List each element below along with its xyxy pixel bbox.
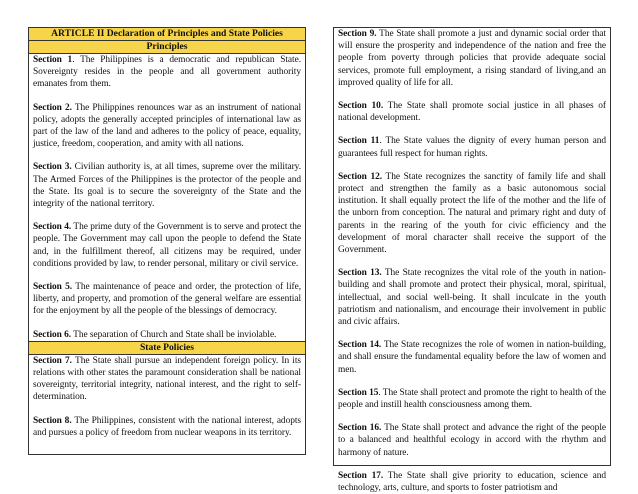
section-label: Section 4.	[33, 222, 72, 233]
section-text: The State recognizes the vital role of the youth in nation-building and shall promote and protect their physical, moral, spiritual, intellectual, and social well-being. It shall inculcate in the youth patriotism and nationalism, and encourage their involvement in public and civic affairs.	[338, 268, 607, 328]
section-label: Section 13.	[338, 268, 382, 279]
section-text: The State shall give priority to education, science and technology, arts, culture, and sports to foster patriotism and	[338, 470, 606, 494]
section-text: . The State shall protect and promote the right to health of the people and instill health consciousness among them.	[338, 387, 606, 411]
section-12	[334, 171, 610, 256]
section-4	[29, 221, 305, 270]
section-15	[334, 387, 610, 411]
section-label: Section 2.	[33, 102, 72, 113]
section-8	[29, 415, 305, 439]
section-text: The State shall promote social justice in all phases of national development.	[338, 101, 607, 124]
section-text: . The State values the dignity of every human person and guarantees full respect for human rights.	[338, 136, 606, 159]
section-text: The Philippines renounces war as an instrument of national policy, adopts the generally accepted principles of international law as part of the law of the land and adheres to the policy of peace, equality, justice, freedom, cooperation, and amity with all nations.	[33, 102, 301, 150]
section-label: Section 17.	[338, 470, 384, 481]
section-7	[29, 355, 305, 404]
section-1	[29, 54, 305, 91]
section-text: The separation of Church and State shall be inviolable.	[71, 329, 277, 340]
section-9	[334, 28, 610, 89]
section-5	[29, 281, 305, 318]
section-label: Section 7.	[33, 355, 72, 366]
section-label: Section 6.	[33, 329, 72, 340]
section-10	[334, 100, 610, 124]
section-text: The State shall promote a just and dynamic social order that will ensure the prosperity and independence of the nation and free the people from poverty through policies that provide adequate social services, promote full employment, a rising standard of living,and an improved quality of life for all.	[338, 29, 606, 88]
section-label: Section 5.	[33, 282, 73, 293]
section-text: . The Philippines is a democratic and republican State. Sovereignty resides in the people and all government authority emanates from them.	[33, 55, 301, 90]
section-6	[29, 329, 305, 341]
section-label: Section 11	[338, 136, 380, 147]
article-title: ARTICLE II Declaration of Principles and State Policies	[29, 28, 305, 41]
section-text: The Philippines, consistent with the national interest, adopts and pursues a policy of freedom from nuclear weapons in its territory.	[33, 415, 301, 438]
section-11	[334, 135, 610, 159]
right-column	[333, 27, 611, 494]
section-label: Section 1	[33, 55, 73, 65]
section-13	[334, 267, 610, 328]
section-label: Section 10.	[338, 101, 384, 112]
section-text: The maintenance of peace and order, the protection of life, liberty, and property, and promotion of the general welfare are essential for the enjoyment by all the people of the blessings of democracy.	[33, 282, 301, 317]
left-column	[28, 27, 306, 455]
section-17	[334, 470, 610, 494]
section-3	[29, 161, 305, 210]
section-label: Section 14.	[338, 340, 382, 351]
section-label: Section 12.	[338, 171, 383, 182]
section-label: Section 15	[338, 387, 379, 398]
section-label: Section 8.	[33, 415, 72, 426]
principles-header: Principles	[29, 41, 305, 54]
section-label: Section 16.	[338, 423, 382, 434]
section-text: Civilian authority is, at all times, supreme over the military. The Armed Forces of the Philippines is the protector of the people and the State. Its goal is to secure the sovereignty of the State and the integrity of the national territory.	[33, 162, 302, 210]
section-label: Section 9.	[338, 29, 377, 39]
section-text: The State shall pursue an independent foreign policy. In its relations with other states the paramount consideration shall be national sovereignty, territorial integrity, national interest, and the right to self- determination.	[33, 355, 301, 403]
section-2	[29, 102, 305, 151]
section-text: The prime duty of the Government is to serve and protect the people. The Government may call upon the people to defend the State and, in the fulfillment thereof, all citizens may be required, under conditions provided by law, to render personal, military or civil service.	[33, 222, 301, 269]
section-14	[334, 339, 610, 376]
section-text: The State recognizes the role of women in nation-building, and shall ensure the fundamental equality before the law of women and men.	[338, 340, 606, 375]
section-text: The State recognizes the sanctity of family life and shall protect and strengthen the family as a basic autonomous social institution. It shall equally protect the life of the mother and the life of the unborn from conception. The natural and primary right and duty of parents in the rearing of the youth for civic efficiency and the development of moral character shall receive the support of the Government.	[338, 171, 606, 256]
state-policies-header: State Policies	[29, 341, 305, 355]
section-text: The State shall protect and advance the right of the people to a balanced and healthful ecology in accord with the rhythm and harmony of nature.	[338, 423, 606, 458]
section-label: Section 3.	[33, 162, 72, 173]
section-16	[334, 422, 610, 459]
